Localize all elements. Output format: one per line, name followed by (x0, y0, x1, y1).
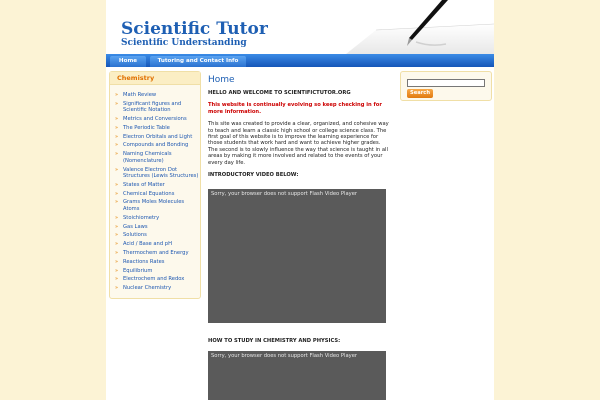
search-input[interactable] (407, 79, 485, 87)
sidebar-link-label: Math Review (123, 92, 157, 98)
video-fallback-text: Sorry, your browser does not support Flash Video Player (211, 352, 358, 359)
site-title[interactable]: Scientific Tutor (121, 19, 268, 39)
intro-video-player[interactable] (208, 189, 386, 323)
site-header (106, 0, 494, 54)
sidebar-link-label: Nuclear Chemistry (123, 285, 172, 292)
double-chevron-icon: » (115, 124, 119, 131)
double-chevron-icon: » (115, 232, 119, 239)
sidebar-link[interactable] (115, 259, 199, 266)
double-chevron-icon: » (115, 151, 119, 158)
sidebar-link-label: Thermochem and Energy (123, 249, 189, 256)
sidebar-link[interactable] (115, 232, 199, 239)
page-title: Home (208, 75, 235, 85)
search-button[interactable]: Search (407, 89, 433, 98)
sidebar-link[interactable] (115, 199, 199, 212)
sidebar-link-label: Naming Chemicals (Nomenclature) (123, 151, 172, 164)
double-chevron-icon: » (115, 267, 119, 274)
notice-text: This website is continually evolving so keep checking in for more information. (208, 102, 382, 115)
double-chevron-icon: » (115, 258, 119, 265)
sidebar-link-label: Valence Electron Dot Structures (Lewis Structures) (123, 166, 199, 180)
video-fallback-text: Sorry, your browser does not support Flash Video Player (211, 191, 358, 198)
nav-tab-home[interactable]: Home (110, 56, 146, 67)
sidebar-link-label: Equilibrium (123, 267, 153, 274)
double-chevron-icon: » (115, 181, 119, 188)
double-chevron-icon: » (115, 199, 119, 206)
study-heading: HOW TO STUDY IN CHEMISTRY AND PHYSICS: (208, 338, 341, 345)
sidebar-link[interactable] (115, 215, 199, 222)
sidebar-link-label: Chemical Equations (123, 190, 175, 197)
sidebar-link[interactable] (115, 250, 199, 257)
double-chevron-icon: » (115, 276, 119, 283)
sidebar-link-label: Reactions Rates (123, 258, 165, 265)
sidebar-link[interactable] (115, 134, 199, 141)
sidebar-link[interactable] (115, 224, 199, 231)
sidebar-link[interactable] (115, 167, 199, 180)
double-chevron-icon: » (115, 223, 119, 230)
sidebar-link-label: Electrochem and Redox (123, 276, 185, 283)
sidebar-link[interactable] (115, 182, 199, 189)
sidebar-link-label: Electron Orbitals and Light (123, 133, 193, 140)
sidebar-link[interactable] (115, 101, 199, 114)
main-navbar (106, 54, 494, 67)
main-content (208, 75, 390, 400)
nav-tab-tutoring-contact[interactable]: Tutoring and Contact Info (150, 56, 246, 67)
sidebar-link[interactable] (115, 285, 199, 292)
study-video-player[interactable] (208, 351, 386, 400)
double-chevron-icon: » (115, 142, 119, 149)
sidebar-link[interactable] (115, 241, 199, 248)
search-panel (400, 71, 492, 101)
double-chevron-icon: » (115, 249, 119, 256)
intro-paragraph: This site was created to provide a clear, organized, and cohesive way to teach and learn a classic high school or college science class. The first goal of this website is to improve the learning experience for those students that work hard and want to achieve higher grades. The second is to slowly influence the way that science is taught in all areas by making it more involved and related to the events of your every day life. (208, 121, 389, 166)
double-chevron-icon: » (115, 285, 119, 292)
sidebar-link-label: Gas Laws (123, 223, 148, 230)
sidebar-link-label: Acid / Base and pH (123, 241, 172, 248)
sidebar-link[interactable] (115, 268, 199, 275)
sidebar-title: Chemistry (110, 72, 200, 85)
sidebar-link[interactable] (115, 92, 199, 99)
sidebar-link-label: Solutions (123, 232, 147, 239)
double-chevron-icon: » (115, 133, 119, 140)
double-chevron-icon: » (115, 214, 119, 221)
fountain-pen-icon (346, 0, 494, 54)
sidebar-link-label: Stoichiometry (123, 214, 160, 221)
sidebar-link[interactable] (115, 191, 199, 198)
double-chevron-icon: » (115, 190, 119, 197)
sidebar-link-label: States of Matter (123, 181, 165, 188)
page-container (106, 0, 494, 400)
sidebar-link[interactable] (115, 142, 199, 149)
sidebar-link-label: Significant figures and Scientific Notation (123, 100, 182, 114)
welcome-heading: HELLO AND WELCOME TO SCIENTIFICTUTOR.ORG (208, 90, 351, 96)
double-chevron-icon: » (115, 100, 119, 107)
video-heading: INTRODUCTORY VIDEO BELOW: (208, 172, 299, 179)
double-chevron-icon: » (115, 166, 119, 173)
sidebar-link-label: The Periodic Table (123, 124, 170, 131)
sidebar-link-label: Grams Moles Molecules Atoms (123, 199, 185, 212)
double-chevron-icon: » (115, 116, 119, 123)
sidebar-link[interactable] (115, 125, 199, 132)
sidebar-link[interactable] (115, 276, 199, 283)
site-tagline: Scientific Understanding (121, 38, 247, 48)
sidebar-chemistry (109, 71, 201, 299)
sidebar-link-label: Compounds and Bonding (123, 142, 189, 149)
sidebar-link-list (115, 92, 199, 294)
sidebar-link[interactable] (115, 151, 199, 164)
sidebar-link-label: Metrics and Conversions (123, 116, 187, 123)
double-chevron-icon: » (115, 241, 119, 248)
double-chevron-icon: » (115, 92, 119, 98)
sidebar-link[interactable] (115, 116, 199, 123)
